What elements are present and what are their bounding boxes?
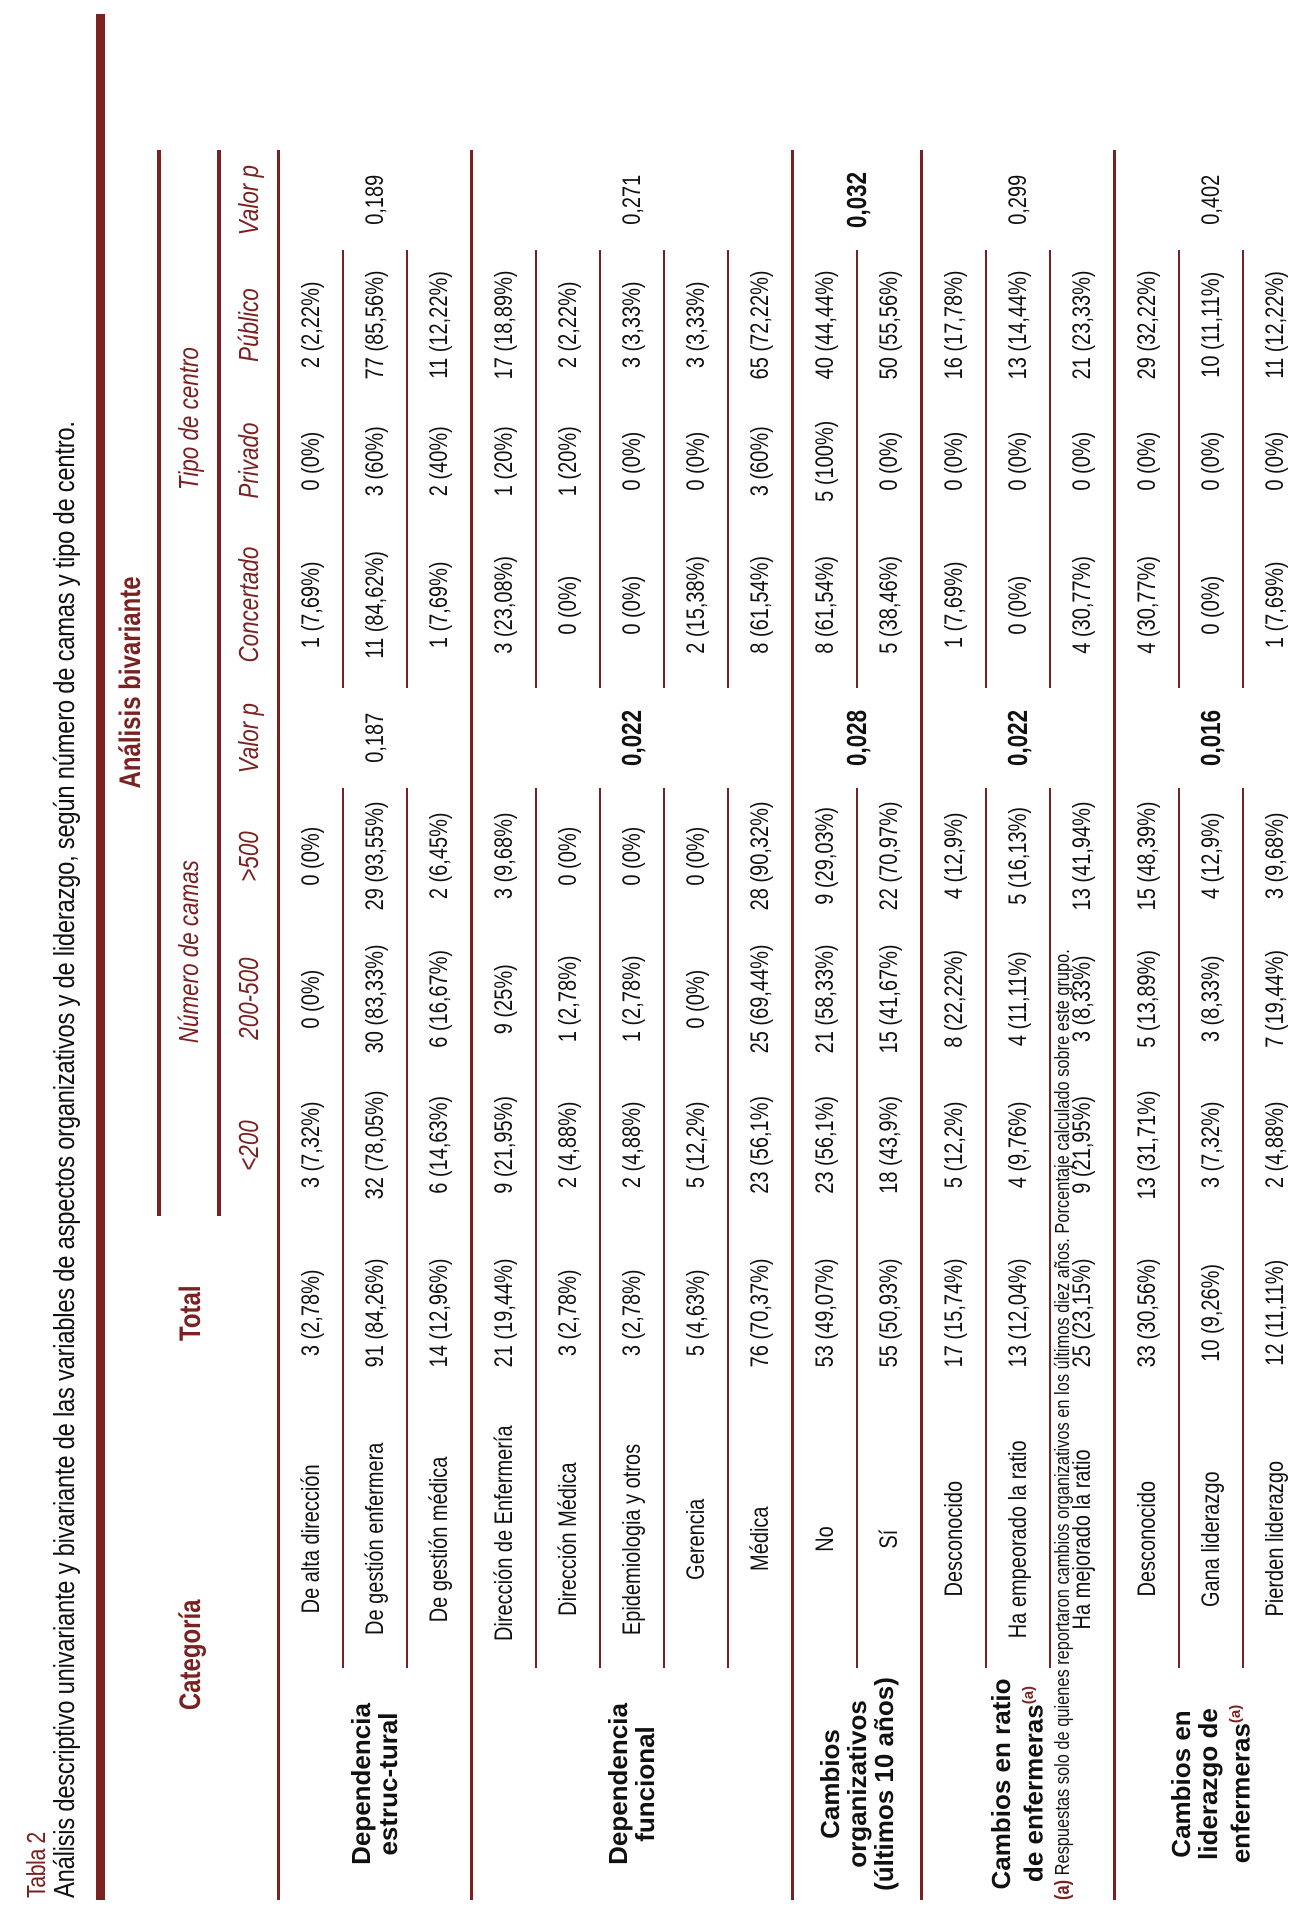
cell-privado: 3 (60%) xyxy=(343,400,407,522)
cell-b200_500: 25 (69,44%) xyxy=(728,924,793,1074)
cell-total: 3 (2,78%) xyxy=(279,1216,344,1410)
subcategory-label: Ha empeorado la ratio xyxy=(986,1410,1050,1668)
cell-lt200: 2 (4,88%) xyxy=(1243,1074,1302,1216)
cell-privado: 0 (0%) xyxy=(600,400,664,522)
cell-publico: 21 (23,33%) xyxy=(1050,250,1115,400)
cell-publico: 10 (11,11%) xyxy=(1179,250,1243,400)
cell-gt500: 3 (9,68%) xyxy=(1243,788,1302,924)
spacer-cell xyxy=(1243,14,1302,150)
cell-privado: 0 (0%) xyxy=(922,400,987,522)
cell-concertado: 1 (7,69%) xyxy=(1243,522,1302,688)
spacer-cell xyxy=(279,14,344,150)
cell-b200_500: 30 (83,33%) xyxy=(343,924,407,1074)
p-value-center: 0,402 xyxy=(1115,150,1302,250)
cell-gt500: 4 (12,9%) xyxy=(922,788,987,924)
cell-privado: 0 (0%) xyxy=(1243,400,1302,522)
p-value-center: 0,032 xyxy=(793,150,922,250)
header-beds-col: Valor p xyxy=(219,688,279,788)
cell-privado: 0 (0%) xyxy=(857,400,922,522)
table-footnote xyxy=(1052,949,1075,1900)
spacer-cell xyxy=(986,14,1050,150)
cell-concertado: 0 (0%) xyxy=(600,522,664,688)
p-value-beds: 0,022 xyxy=(922,688,1115,788)
cell-publico: 65 (72,22%) xyxy=(728,250,793,400)
p-value-beds: 0,187 xyxy=(279,688,472,788)
table-number: Tabla 2 xyxy=(21,1832,51,1898)
cell-b200_500: 8 (22,22%) xyxy=(922,924,987,1074)
cell-b200_500: 15 (41,67%) xyxy=(857,924,922,1074)
cell-gt500: 0 (0%) xyxy=(600,788,664,924)
cell-concertado: 0 (0%) xyxy=(536,522,600,688)
header-center-col: Público xyxy=(219,250,279,400)
spacer-cell xyxy=(343,14,407,150)
table-row xyxy=(536,14,600,1900)
footnote-ref: (a) xyxy=(1020,1685,1038,1705)
header-center-group: Tipo de centro xyxy=(159,150,219,688)
cell-gt500: 28 (90,32%) xyxy=(728,788,793,924)
cell-b200_500: 3 (8,33%) xyxy=(1179,924,1243,1074)
cell-publico: 3 (3,33%) xyxy=(600,250,664,400)
cell-concertado: 4 (30,77%) xyxy=(1050,522,1115,688)
table-caption-block xyxy=(22,18,80,1898)
header-total: Total xyxy=(174,1285,207,1341)
cell-b200_500: 21 (58,33%) xyxy=(793,924,858,1074)
cell-total: 3 (2,78%) xyxy=(536,1216,600,1410)
cell-concertado: 0 (0%) xyxy=(1179,522,1243,688)
header-center-col: Valor p xyxy=(219,150,279,250)
cell-lt200: 4 (9,76%) xyxy=(986,1074,1050,1216)
cell-gt500: 5 (16,13%) xyxy=(986,788,1050,924)
cell-concertado: 11 (84,62%) xyxy=(343,522,407,688)
subcategory-label: Sí xyxy=(857,1410,922,1668)
table-top-rule xyxy=(96,14,105,1900)
group-label: Cambios en liderazgo de enfermeras$^{(a)}$ xyxy=(1115,1668,1302,1900)
table-caption: Análisis descriptivo univariante y bivariante de las variables de aspectos organizativos y de liderazgo, según número de camas y tipo de centro. xyxy=(49,421,81,1898)
subcategory-label: De gestión médica xyxy=(407,1410,472,1668)
cell-publico: 50 (55,56%) xyxy=(857,250,922,400)
header-beds-col: <200 xyxy=(219,1074,279,1216)
cell-lt200: 13 (31,71%) xyxy=(1115,1074,1180,1216)
table-row xyxy=(407,14,472,1900)
spacer-cell xyxy=(472,14,537,150)
cell-lt200: 9 (21,95%) xyxy=(1050,1074,1115,1216)
cell-b200_500: 3 (8,33%) xyxy=(1050,924,1115,1074)
cell-gt500: 2 (6,45%) xyxy=(407,788,472,924)
cell-total: 17 (15,74%) xyxy=(922,1216,987,1410)
cell-total: 12 (11,11%) xyxy=(1243,1216,1302,1410)
cell-total: 10 (9,26%) xyxy=(1179,1216,1243,1410)
cell-gt500: 3 (9,68%) xyxy=(472,788,537,924)
cell-publico: 17 (18,89%) xyxy=(472,250,537,400)
subcategory-label: Gana liderazgo xyxy=(1179,1410,1243,1668)
p-value-beds: 0,022 xyxy=(472,688,793,788)
cell-gt500: 0 (0%) xyxy=(536,788,600,924)
table-row xyxy=(343,14,407,1900)
cell-publico: 2 (2,22%) xyxy=(279,250,344,400)
cell-concertado: 8 (61,54%) xyxy=(728,522,793,688)
cell-concertado: 1 (7,69%) xyxy=(407,522,472,688)
spacer-cell xyxy=(857,14,922,150)
cell-lt200: 2 (4,88%) xyxy=(600,1074,664,1216)
header-center-col: Concertado xyxy=(219,522,279,688)
cell-total: 21 (19,44%) xyxy=(472,1216,537,1410)
cell-lt200: 18 (43,9%) xyxy=(857,1074,922,1216)
data-table-wrapper xyxy=(96,14,1302,1900)
cell-b200_500: 1 (2,78%) xyxy=(600,924,664,1074)
spacer-cell xyxy=(922,14,987,150)
table-row xyxy=(472,14,537,1900)
p-value-center: 0,189 xyxy=(279,150,472,250)
data-table xyxy=(105,14,1302,1900)
cell-gt500: 0 (0%) xyxy=(279,788,344,924)
cell-publico: 16 (17,78%) xyxy=(922,250,987,400)
cell-publico: 2 (2,22%) xyxy=(536,250,600,400)
p-value-center: 0,299 xyxy=(922,150,1115,250)
cell-b200_500: 9 (25%) xyxy=(472,924,537,1074)
p-value-center: 0,271 xyxy=(472,150,793,250)
cell-total: 14 (12,96%) xyxy=(407,1216,472,1410)
cell-privado: 0 (0%) xyxy=(279,400,344,522)
header-center-col: Privado xyxy=(219,400,279,522)
header-categoria: Categoría xyxy=(174,1599,207,1711)
cell-total: 3 (2,78%) xyxy=(600,1216,664,1410)
cell-privado: 5 (100%) xyxy=(793,400,858,522)
cell-gt500: 29 (93,55%) xyxy=(343,788,407,924)
cell-b200_500: 7 (19,44%) xyxy=(1243,924,1302,1074)
cell-lt200: 23 (56,1%) xyxy=(728,1074,793,1216)
spacer-cell xyxy=(664,14,728,150)
cell-concertado: 1 (7,69%) xyxy=(922,522,987,688)
cell-privado: 1 (20%) xyxy=(536,400,600,522)
cell-lt200: 6 (14,63%) xyxy=(407,1074,472,1216)
cell-b200_500: 0 (0%) xyxy=(279,924,344,1074)
header-beds-col: >500 xyxy=(219,788,279,924)
subcategory-label: Médica xyxy=(728,1410,793,1668)
cell-b200_500: 0 (0%) xyxy=(664,924,728,1074)
cell-gt500: 15 (48,39%) xyxy=(1115,788,1180,924)
spacer-cell xyxy=(407,14,472,150)
cell-total: 13 (12,04%) xyxy=(986,1216,1050,1410)
table-row xyxy=(728,14,793,1900)
spacer-cell xyxy=(793,14,858,150)
header-beds-group: Número de camas xyxy=(159,688,219,1216)
subcategory-label: Epidemiologia y otros xyxy=(600,1410,664,1668)
cell-concertado: 2 (15,38%) xyxy=(664,522,728,688)
subcategory-label: Gerencia xyxy=(664,1410,728,1668)
spacer-cell xyxy=(536,14,600,150)
cell-lt200: 3 (7,32%) xyxy=(279,1074,344,1216)
cell-concertado: 8 (61,54%) xyxy=(793,522,858,688)
cell-lt200: 5 (12,2%) xyxy=(922,1074,987,1216)
group-label: Dependencia funcional xyxy=(472,1668,793,1900)
cell-total: 5 (4,63%) xyxy=(664,1216,728,1410)
table-row xyxy=(986,14,1050,1900)
cell-b200_500: 1 (2,78%) xyxy=(536,924,600,1074)
table-row xyxy=(922,14,987,1900)
table-row xyxy=(279,14,344,1900)
table-row xyxy=(600,14,664,1900)
subcategory-label: Desconocido xyxy=(1115,1410,1180,1668)
table-row xyxy=(664,14,728,1900)
subcategory-label: Desconocido xyxy=(922,1410,987,1668)
cell-gt500: 4 (12,9%) xyxy=(1179,788,1243,924)
subcategory-label: Ha mejorado la ratio xyxy=(1050,1410,1115,1668)
cell-total: 55 (50,93%) xyxy=(857,1216,922,1410)
cell-total: 91 (84,26%) xyxy=(343,1216,407,1410)
group-label: Dependencia estruc-tural xyxy=(279,1668,472,1900)
cell-concertado: 1 (7,69%) xyxy=(279,522,344,688)
spacer-cell xyxy=(1050,14,1115,150)
header-beds-col: 200-500 xyxy=(219,924,279,1074)
subcategory-label: No xyxy=(793,1410,858,1668)
cell-lt200: 23 (56,1%) xyxy=(793,1074,858,1216)
table-row xyxy=(793,14,858,1900)
table-row xyxy=(857,14,922,1900)
subcategory-label: Dirección de Enfermería xyxy=(472,1410,537,1668)
subcategory-label: De alta dirección xyxy=(279,1410,344,1668)
footnote-mark: (a) xyxy=(1052,1879,1074,1900)
header-bivariate: Análisis bivariante xyxy=(114,576,147,789)
footnote-ref: (a) xyxy=(1226,1704,1244,1724)
cell-publico: 13 (14,44%) xyxy=(986,250,1050,400)
cell-concertado: 5 (38,46%) xyxy=(857,522,922,688)
subcategory-label: Pierden liderazgo xyxy=(1243,1410,1302,1668)
group-label: Cambios organizativos (últimos 10 años) xyxy=(793,1668,922,1900)
p-value-beds: 0,028 xyxy=(793,688,922,788)
cell-privado: 0 (0%) xyxy=(986,400,1050,522)
cell-total: 33 (30,56%) xyxy=(1115,1216,1180,1410)
spacer-cell xyxy=(600,14,664,150)
cell-publico: 3 (3,33%) xyxy=(664,250,728,400)
footnote-text: Respuestas solo de quienes reportaron cambios organizativos en los últimos diez años. Porcentaje calculado sobre este grupo. xyxy=(1052,949,1074,1876)
cell-privado: 3 (60%) xyxy=(728,400,793,522)
table-row xyxy=(1115,14,1180,1900)
p-value-beds: 0,016 xyxy=(1115,688,1302,788)
cell-lt200: 9 (21,95%) xyxy=(472,1074,537,1216)
table-row xyxy=(1179,14,1243,1900)
cell-publico: 40 (44,44%) xyxy=(793,250,858,400)
cell-privado: 0 (0%) xyxy=(664,400,728,522)
cell-lt200: 2 (4,88%) xyxy=(536,1074,600,1216)
cell-gt500: 0 (0%) xyxy=(664,788,728,924)
table-row xyxy=(1243,14,1302,1900)
cell-concertado: 0 (0%) xyxy=(986,522,1050,688)
cell-concertado: 3 (23,08%) xyxy=(472,522,537,688)
cell-concertado: 4 (30,77%) xyxy=(1115,522,1180,688)
cell-privado: 0 (0%) xyxy=(1179,400,1243,522)
cell-b200_500: 5 (13,89%) xyxy=(1115,924,1180,1074)
cell-gt500: 22 (70,97%) xyxy=(857,788,922,924)
group-label: Cambios en ratio de enfermeras$^{(a)}$ xyxy=(922,1668,1115,1900)
cell-privado: 2 (40%) xyxy=(407,400,472,522)
cell-lt200: 5 (12,2%) xyxy=(664,1074,728,1216)
cell-lt200: 3 (7,32%) xyxy=(1179,1074,1243,1216)
cell-privado: 1 (20%) xyxy=(472,400,537,522)
spacer-cell xyxy=(1115,14,1180,150)
subcategory-label: Dirección Médica xyxy=(536,1410,600,1668)
cell-privado: 0 (0%) xyxy=(1050,400,1115,522)
cell-publico: 77 (85,56%) xyxy=(343,250,407,400)
cell-total: 76 (70,37%) xyxy=(728,1216,793,1410)
cell-b200_500: 4 (11,11%) xyxy=(986,924,1050,1074)
cell-privado: 0 (0%) xyxy=(1115,400,1180,522)
cell-publico: 29 (32,22%) xyxy=(1115,250,1180,400)
cell-gt500: 9 (29,03%) xyxy=(793,788,858,924)
cell-publico: 11 (12,22%) xyxy=(1243,250,1302,400)
spacer-cell xyxy=(728,14,793,150)
cell-gt500: 13 (41,94%) xyxy=(1050,788,1115,924)
cell-publico: 11 (12,22%) xyxy=(407,250,472,400)
cell-total: 25 (23,15%) xyxy=(1050,1216,1115,1410)
subcategory-label: De gestión enfermera xyxy=(343,1410,407,1668)
spacer-cell xyxy=(1179,14,1243,150)
cell-b200_500: 6 (16,67%) xyxy=(407,924,472,1074)
cell-lt200: 32 (78,05%) xyxy=(343,1074,407,1216)
cell-total: 53 (49,07%) xyxy=(793,1216,858,1410)
